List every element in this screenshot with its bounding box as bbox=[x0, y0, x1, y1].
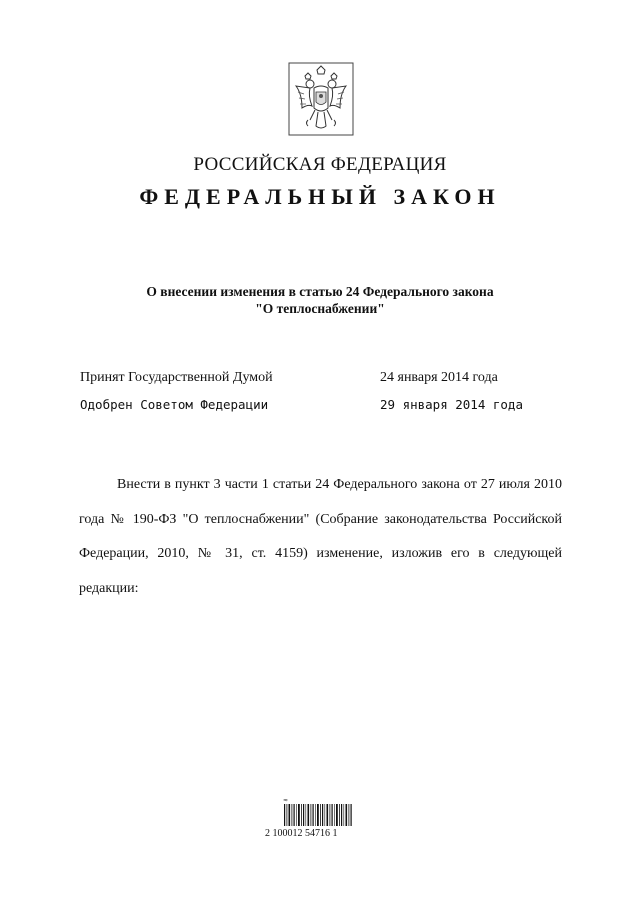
adoption-date: 24 января 2014 года bbox=[380, 370, 498, 385]
law-title-line-2: "О теплоснабжении" bbox=[255, 301, 385, 316]
coat-of-arms-icon bbox=[288, 62, 354, 136]
approval-date: 29 января 2014 года bbox=[380, 397, 523, 412]
country-name: РОССИЙСКАЯ ФЕДЕРАЦИЯ bbox=[193, 154, 447, 175]
adoption-label: Принят Государственной Думой bbox=[80, 370, 273, 385]
law-title bbox=[0, 283, 640, 317]
law-title-line-1: О внесении изменения в статью 24 Федерального закона bbox=[146, 284, 494, 299]
adoption-row-duma bbox=[80, 370, 560, 390]
law-body-paragraph: Внести в пункт 3 части 1 статьи 24 Федерального закона от 27 июля 2010 года № 190-ФЗ "О теплоснабжении" (Собрание законодательства Российской Федерации, 2010, № 31, ст. 4159) изменение, изложив его в следующей редакции: bbox=[79, 477, 562, 596]
document-type: ФЕДЕРАЛЬНЫЙ ЗАКОН bbox=[139, 184, 501, 209]
approval-label: Одобрен Советом Федерации bbox=[80, 397, 269, 412]
adoption-row-council bbox=[80, 397, 560, 417]
barcode-number: 2 100012 54716 1 bbox=[265, 828, 338, 839]
svg-text:≈: ≈ bbox=[283, 797, 289, 804]
